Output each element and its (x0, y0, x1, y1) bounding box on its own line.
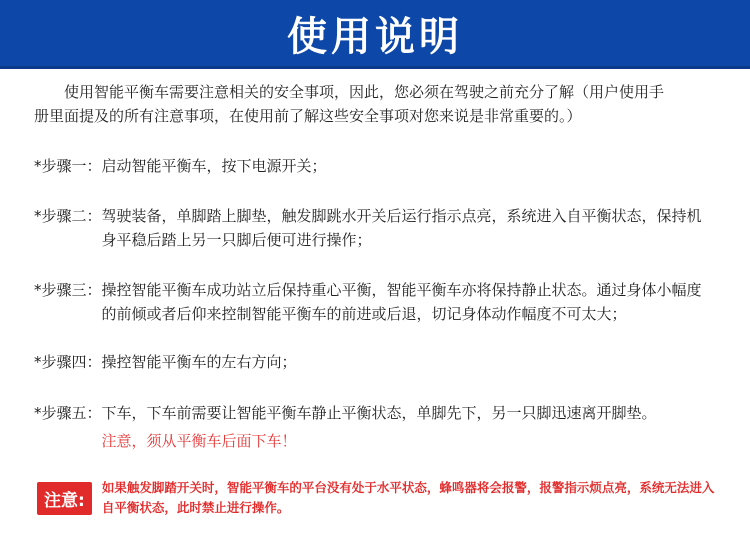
step-5 (34, 401, 714, 453)
step-text: 驾驶装备，单脚踏上脚垫，触发脚跳水开关后运行指示点亮，系统进入自平衡状态，保持机身平稳后踏上另一只脚后便可进行操作； (101, 207, 702, 249)
step-text: 下车，下车前需要让智能平衡车静止平衡状态，单脚先下，另一只脚迅速离开脚垫。 (101, 404, 657, 422)
step-1 (34, 154, 714, 178)
notice-text: 如果触发脚踏开关时，智能平衡车的平台没有处于水平状态，蜂鸣器将会报警，报警指示烦点亮，系统无法进入自平衡状态，此时禁止进行操作。 (101, 480, 715, 515)
step-4 (34, 350, 714, 374)
step-body (102, 401, 714, 453)
step-3 (34, 278, 714, 326)
step-label: *步骤五： (34, 404, 102, 422)
step-label: *步骤二： (34, 207, 102, 225)
step-warning-note: 注意，须从平衡车后面下车！ (101, 432, 297, 450)
intro-paragraph: 使用智能平衡车需要注意相关的安全事项，因此，您必须在驾驶之前充分了解（用户使用手册里面提及的所有注意事项，在使用前了解这些安全事项对您来说是非常重要的。） (34, 83, 665, 125)
step-text: 启动智能平衡车，按下电源开关； (101, 157, 327, 175)
notice-badge: 注意: (37, 482, 92, 515)
step-2 (34, 204, 714, 252)
page-title: 使用说明 (287, 13, 463, 60)
step-text: 操控智能平衡车的左右方向； (101, 353, 297, 371)
notice-box (37, 476, 717, 520)
step-text: 操控智能平衡车成功站立后保持重心平衡，智能平衡车亦将保持静止状态。通过身体小幅度的前倾或者后仰来控制智能平衡车的前进或后退，切记身体动作幅度不可太大； (101, 281, 702, 323)
step-label: *步骤三： (34, 281, 102, 299)
step-label: *步骤四： (34, 353, 102, 371)
header-banner (0, 0, 750, 69)
step-label: *步骤一： (34, 157, 102, 175)
